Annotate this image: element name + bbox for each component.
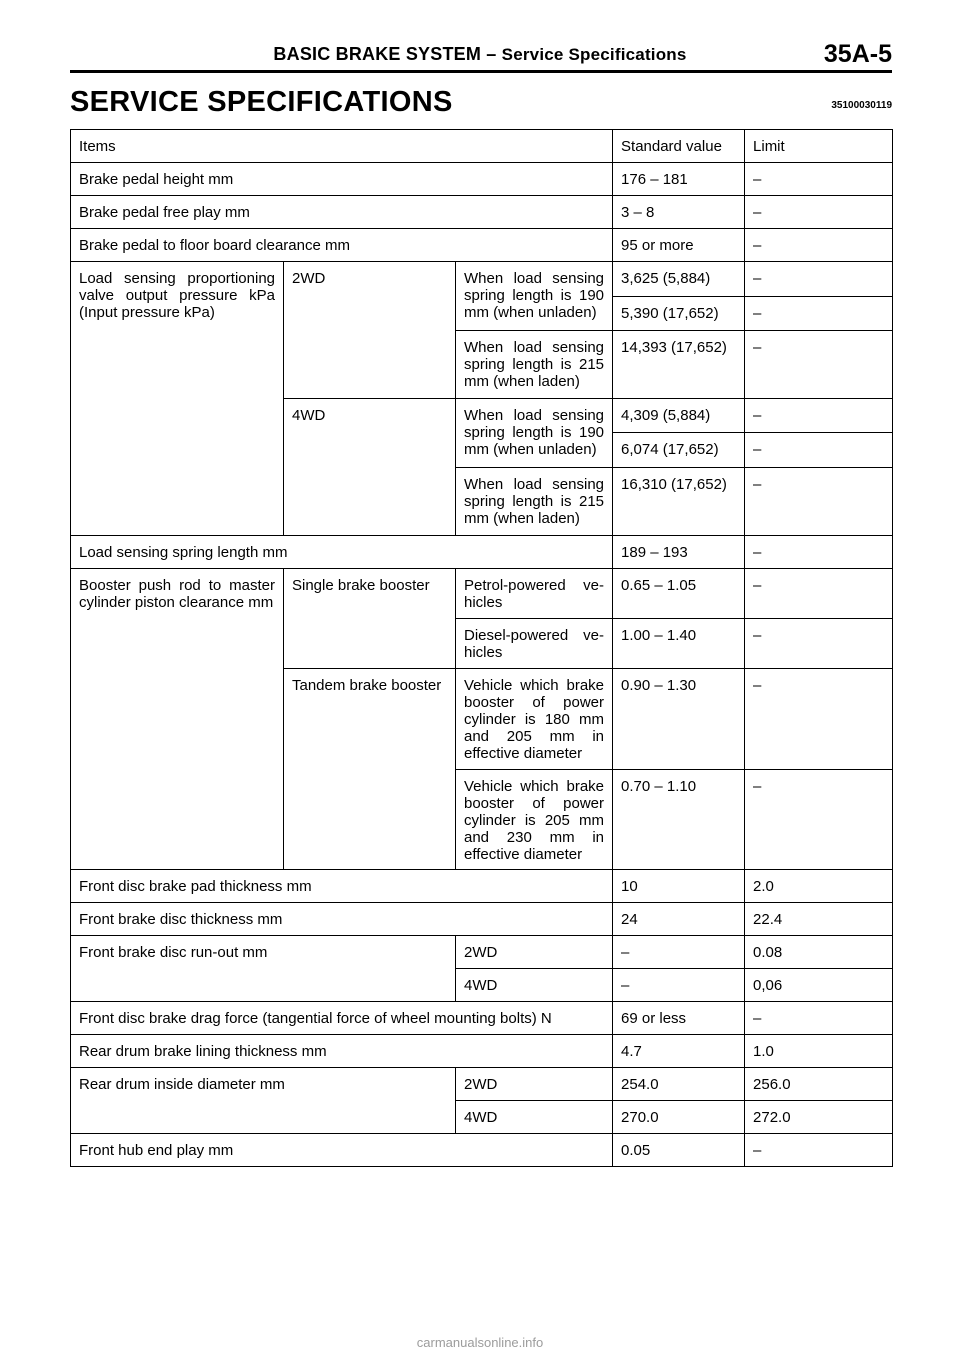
row-limit: 0.08 (745, 936, 893, 969)
row-limit: – (745, 1134, 893, 1167)
row-limit: 22.4 (745, 903, 893, 936)
section-title: SERVICE SPECIFICATIONS (70, 86, 453, 118)
header-limit: Limit (745, 130, 893, 163)
row-item: Rear drum inside diameter mm (71, 1068, 456, 1134)
watermark-text: carmanualsonline.info (416, 1335, 544, 1350)
row-standard: 4.7 (613, 1035, 745, 1068)
row-standard: 16,310 (17,652) (613, 468, 745, 536)
row-item: Brake pedal height mm (71, 163, 613, 196)
row-standard: 0.65 – 1.05 (613, 569, 745, 619)
row-item: Front disc brake drag force (tangential force of wheel mounting bolts) N (71, 1002, 613, 1035)
row-item: Front brake disc run-out mm (71, 936, 456, 1002)
row-limit: – (745, 433, 893, 468)
row-standard: 95 or more (613, 229, 745, 262)
row-limit: – (745, 536, 893, 569)
table-row (71, 569, 893, 619)
condition-cell: When load sensing spring length is 215 mm (when laden) (456, 331, 613, 399)
row-limit: – (745, 229, 893, 262)
row-limit: 256.0 (745, 1068, 893, 1101)
row-standard: 189 – 193 (613, 536, 745, 569)
row-limit: – (745, 569, 893, 619)
drive-type-label: 2WD (456, 936, 613, 969)
drive-type-label: 4WD (284, 399, 456, 536)
row-limit: 2.0 (745, 870, 893, 903)
condition-cell: When load sensing spring length is 215 mm (when laden) (456, 468, 613, 536)
row-standard: – (613, 936, 745, 969)
page-header-title (0, 44, 960, 65)
row-limit: – (745, 468, 893, 536)
table-row (71, 536, 893, 569)
row-limit: – (745, 262, 893, 297)
row-limit: 272.0 (745, 1101, 893, 1134)
row-standard: 270.0 (613, 1101, 745, 1134)
row-standard: 176 – 181 (613, 163, 745, 196)
row-standard: 6,074 (17,652) (613, 433, 745, 468)
table-row (71, 936, 893, 969)
row-standard: 4,309 (5,884) (613, 399, 745, 433)
header-standard-value: Standard value (613, 130, 745, 163)
row-item: Rear drum brake lining thickness mm (71, 1035, 613, 1068)
condition-cell: Petrol-powered ve-hicles (456, 569, 613, 619)
row-item: Booster push rod to master cylinder piston clearance mm (71, 569, 284, 870)
row-item: Front disc brake pad thickness mm (71, 870, 613, 903)
row-limit: – (745, 163, 893, 196)
row-standard: 69 or less (613, 1002, 745, 1035)
header-rule (70, 70, 892, 73)
drive-type-label: 2WD (456, 1068, 613, 1101)
row-limit: – (745, 196, 893, 229)
table-row (71, 196, 893, 229)
drive-type-label: 4WD (456, 969, 613, 1002)
table-row (71, 1035, 893, 1068)
row-item: Load sensing proportioning valve output pressure kPa (Input pressure kPa) (71, 262, 284, 536)
condition-cell: Vehicle which brake booster of power cylinder is 205 mm and 230 mm in effective diameter (456, 770, 613, 870)
header-title: BASIC BRAKE SYSTEM (273, 44, 482, 64)
row-limit: 1.0 (745, 1035, 893, 1068)
row-standard: 1.00 – 1.40 (613, 619, 745, 669)
row-standard: 24 (613, 903, 745, 936)
table-header-row (71, 130, 893, 163)
booster-type-label: Tandem brake booster (284, 669, 456, 870)
row-standard: 254.0 (613, 1068, 745, 1101)
condition-cell: Diesel-powered ve-hicles (456, 619, 613, 669)
header-subtitle: Service Specifications (501, 45, 687, 64)
condition-cell: When load sensing spring length is 190 mm (when unladen) (456, 399, 613, 468)
header-items: Items (71, 130, 613, 163)
row-standard: 3 – 8 (613, 196, 745, 229)
row-limit: 0,06 (745, 969, 893, 1002)
table-row (71, 262, 893, 297)
row-item: Front hub end play mm (71, 1134, 613, 1167)
row-standard: 5,390 (17,652) (613, 297, 745, 331)
table-row (71, 1134, 893, 1167)
page-code: 35A-5 (823, 40, 892, 68)
condition-cell: Vehicle which brake booster of power cylinder is 180 mm and 205 mm in effective diameter (456, 669, 613, 770)
row-item: Brake pedal to floor board clearance mm (71, 229, 613, 262)
row-limit: – (745, 399, 893, 433)
service-specifications-table (70, 129, 893, 1167)
row-limit: – (745, 669, 893, 770)
row-limit: – (745, 331, 893, 399)
row-standard: 3,625 (5,884) (613, 262, 745, 297)
table-row (71, 903, 893, 936)
condition-cell: When load sensing spring length is 190 mm (when unladen) (456, 262, 613, 331)
row-limit: – (745, 297, 893, 331)
row-standard: 0.70 – 1.10 (613, 770, 745, 870)
table-row (71, 870, 893, 903)
row-item: Front brake disc thickness mm (71, 903, 613, 936)
row-item: Brake pedal free play mm (71, 196, 613, 229)
row-limit: – (745, 770, 893, 870)
table-row (71, 163, 893, 196)
row-limit: – (745, 619, 893, 669)
booster-type-label: Single brake booster (284, 569, 456, 669)
table-row (71, 229, 893, 262)
row-standard: 0.90 – 1.30 (613, 669, 745, 770)
table-row (71, 1002, 893, 1035)
row-standard: – (613, 969, 745, 1002)
row-standard: 0.05 (613, 1134, 745, 1167)
table-row (71, 1068, 893, 1101)
row-standard: 10 (613, 870, 745, 903)
header-separator: – (486, 44, 497, 64)
row-limit: – (745, 1002, 893, 1035)
drive-type-label: 4WD (456, 1101, 613, 1134)
row-item: Load sensing spring length mm (71, 536, 613, 569)
row-standard: 14,393 (17,652) (613, 331, 745, 399)
drive-type-label: 2WD (284, 262, 456, 399)
section-code: 35100030119 (831, 100, 892, 111)
